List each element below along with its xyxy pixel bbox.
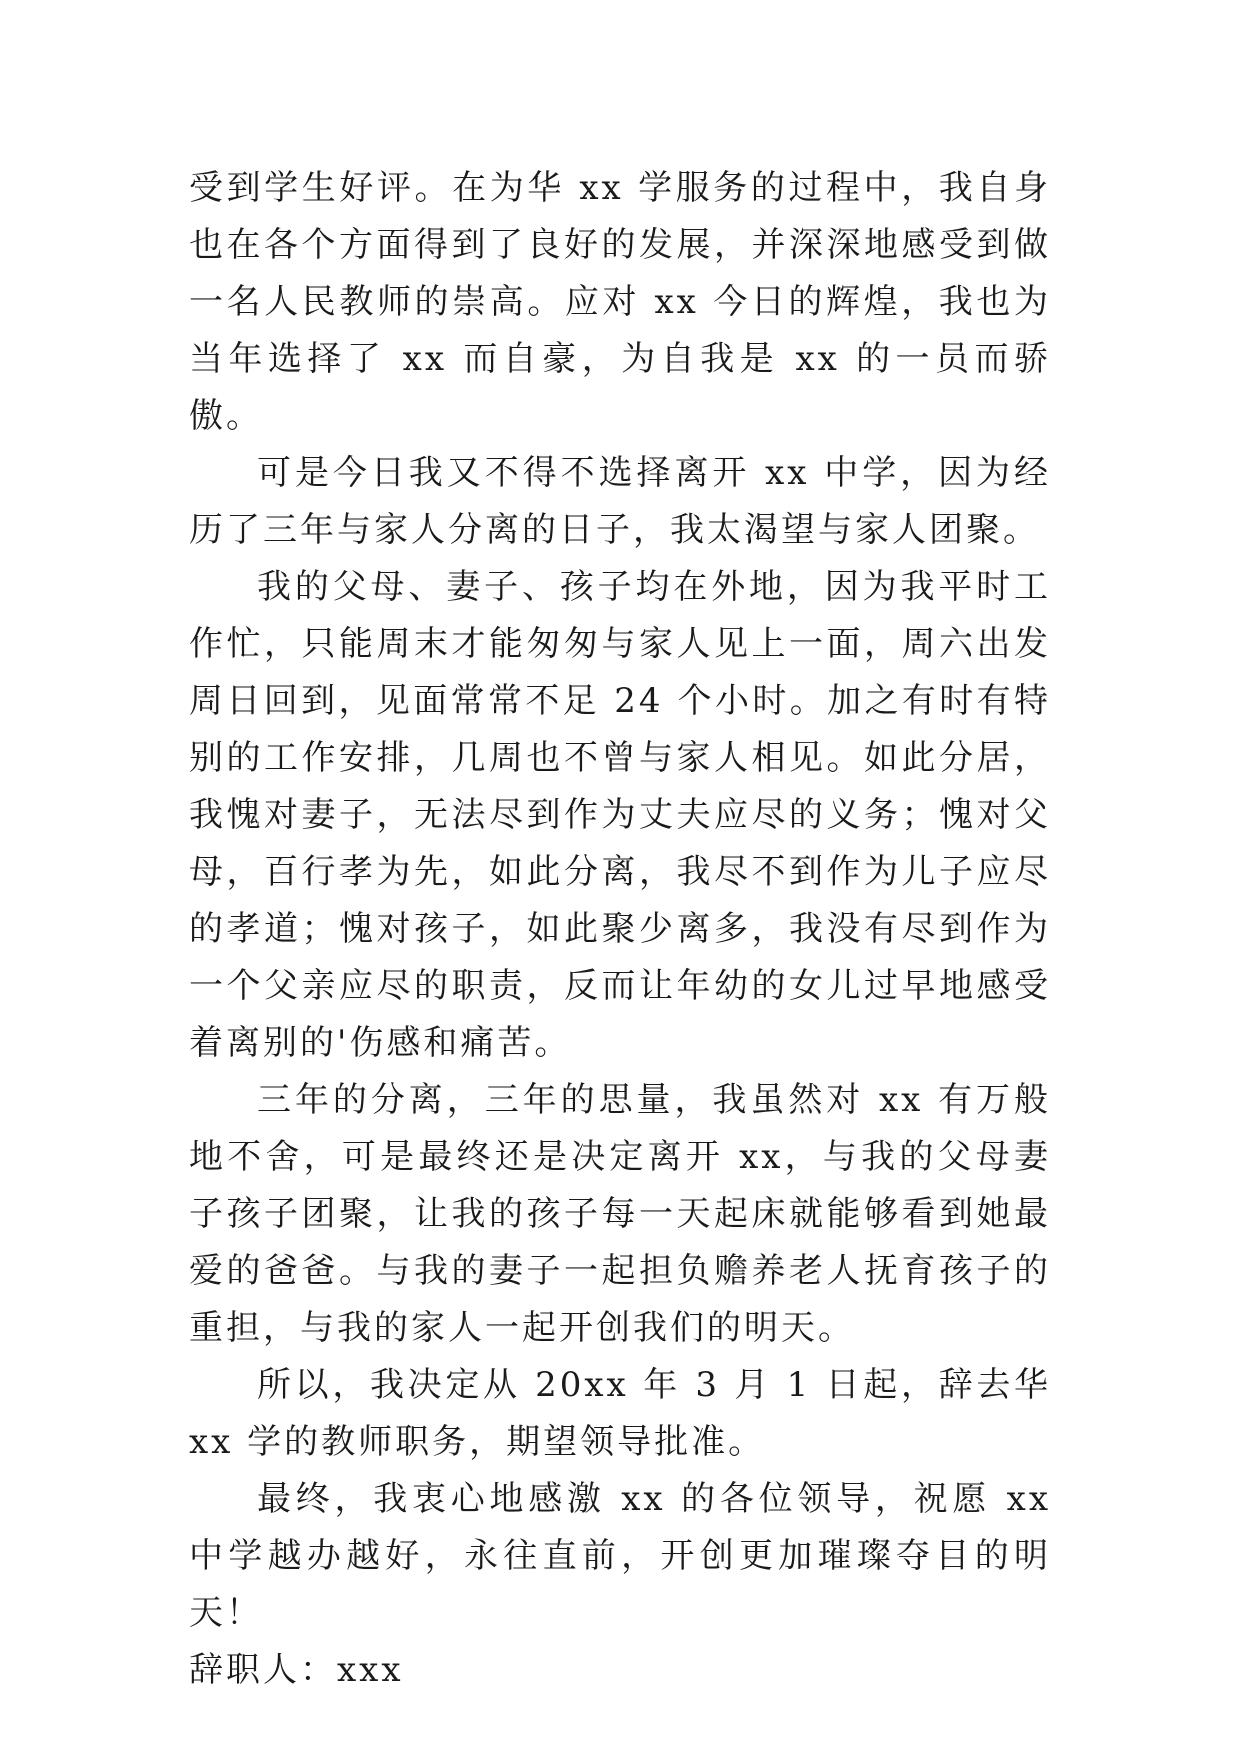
paragraph-family: 我的父母、妻子、孩子均在外地，因为我平时工作忙，只能周末才能匆匆与家人见上一面，周六出发周日回到，见面常常不足 24 个小时。加之有时有特别的工作安排，几周也不曾与家人相见。如此分居，我愧对妻子，无法尽到作为丈夫应尽的义务；愧对父母，百行孝为先，如此分离，我尽不到作为儿子应尽的孝道；愧对孩子，如此聚少离多，我没有尽到作为一个父亲应尽的职责，反而让年幼的女儿过早地感受着离别的'伤感和痛苦。 <box>189 567 1051 1063</box>
paragraph-resignation-date: 所以，我决定从 20xx 年 3 月 1 日起，辞去华 xx 学的教师职务，期望领导批准。 <box>189 1365 1051 1462</box>
signature-line: 辞职人：xxx <box>189 1650 404 1690</box>
paragraph-continuation: 受到学生好评。在为华 xx 学服务的过程中，我自身也在各个方面得到了良好的发展，并深深地感受到做一名人民教师的崇高。应对 xx 今日的辉煌，我也为当年选择了 xx 而自豪，为自我是 xx 的一员而骄傲。 <box>189 168 1051 436</box>
paragraph-thanks: 最终，我衷心地感激 xx 的各位领导，祝愿 xx 中学越办越好，永往直前，开创更加璀璨夺目的明天！ <box>189 1479 1051 1633</box>
paragraph-decision: 三年的分离，三年的思量，我虽然对 xx 有万般地不舍，可是最终还是决定离开 xx，与我的父母妻子孩子团聚，让我的孩子每一天起床就能够看到她最爱的爸爸。与我的妻子一起担负赡养老人抚育孩子的重担，与我的家人一起开创我们的明天。 <box>189 1080 1051 1348</box>
letter-body <box>189 160 1051 1699</box>
paragraph-leaving: 可是今日我又不得不选择离开 xx 中学，因为经历了三年与家人分离的日子，我太渴望与家人团聚。 <box>189 453 1051 550</box>
